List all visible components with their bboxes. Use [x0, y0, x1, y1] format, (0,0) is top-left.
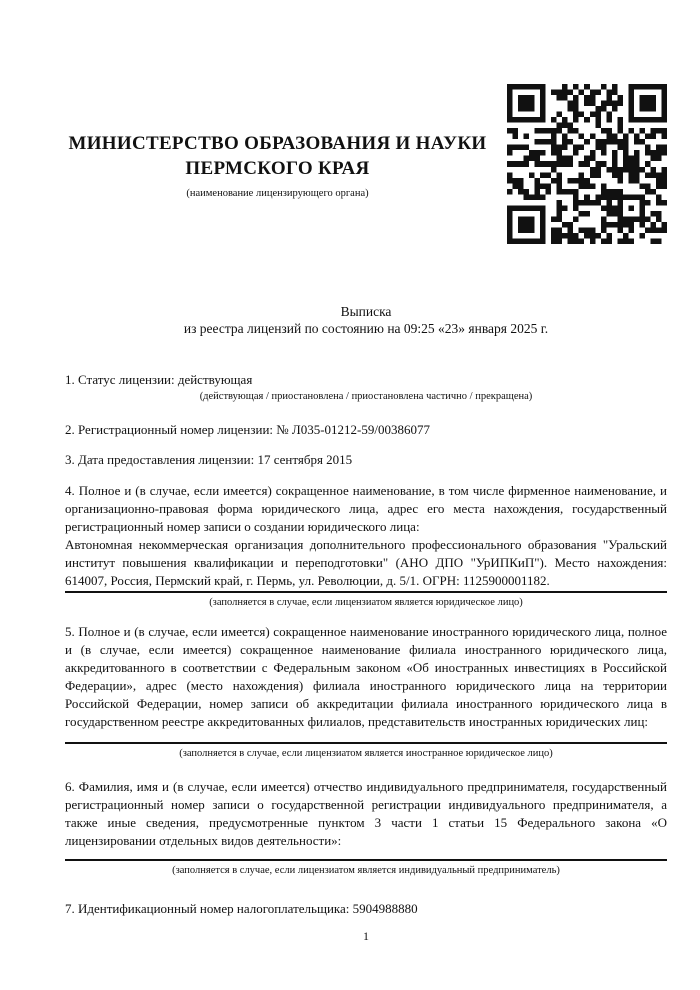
qr-code-image: [507, 84, 667, 244]
foreign-entity-caption: (заполняется в случае, если лицензиатом является иностранное юридическое лицо): [179, 748, 553, 759]
licensing-authority-caption: (наименование лицензирующего органа): [186, 188, 369, 199]
document-body: [65, 303, 667, 918]
ministry-title-line1: МИНИСТЕРСТВО ОБРАЗОВАНИЯ И НАУКИ: [68, 133, 487, 154]
item-license-status: [65, 370, 667, 403]
item-foreign-entity: [65, 623, 667, 760]
document-title: [65, 303, 667, 337]
legal-entity-question: 4. Полное и (в случае, если имеется) сокращенное наименование, в том числе фирменное наименование, и организационно-правовая форма юридического лица, адрес его места нахождения, государственный регистрационный номер записи о создании юридического лица:: [65, 483, 667, 534]
grant-date-line: 3. Дата предоставления лицензии: 17 сентября 2015: [65, 452, 353, 467]
legal-entity-answer: Автономная некоммерческая организация дополнительного профессионального образования "Уральский институт повышения квалификации и переподготовки" (АНО ДПО "УрИПКиП"). Место нахождения: 614007, Россия, Пермский край, г. Пермь, ул. Революции, д. 5/1. ОГРН: 1125900001182.: [65, 536, 667, 593]
licensing-authority-header: [65, 131, 490, 200]
ministry-title-line2: ПЕРМСКОГО КРАЯ: [185, 158, 370, 179]
entrepreneur-empty-field: [65, 850, 667, 861]
qr-code-icon: [507, 84, 667, 244]
foreign-entity-question: 5. Полное и (в случае, если имеется) сокращенное наименование иностранного юридического лица, полное и (в случае, если имеется) сокращенное наименование филиала иностранного юридического лица, аккредитованного в соответствии с Федеральным законом «Об иностранных инвестициях в Российской Федерации», адрес (место нахождения) филиала иностранного юридического лица на территории Российской Федерации, номер записи об аккредитации филиала иностранного юридического лица в государственном реестре аккредитованных филиалов, представительств иностранных юридических лиц:: [65, 624, 667, 729]
document-title-line1: Выписка: [340, 304, 392, 319]
license-status-line: 1. Статус лицензии: действующая: [65, 372, 253, 387]
page-number: 1: [363, 929, 369, 943]
taxpayer-number-line: 7. Идентификационный номер налогоплательщика: 5904988880: [65, 901, 418, 916]
entrepreneur-caption: (заполняется в случае, если лицензиатом является индивидуальный предприниматель): [172, 865, 560, 876]
license-status-caption: (действующая / приостановлена / приостановлена частично / прекращена): [199, 391, 533, 402]
item-entrepreneur: [65, 778, 667, 877]
document-title-line2: из реестра лицензий по состоянию на 09:25 «23» января 2025 г.: [183, 321, 549, 336]
registration-number-line: 2. Регистрационный номер лицензии: № Л035-01212-59/00386077: [65, 422, 431, 437]
entrepreneur-question: 6. Фамилия, имя и (в случае, если имеется) отчество индивидуального предпринимателя, государственный регистрационный номер записи о государственной регистрации индивидуального предпринимателя, а также иные сведения, предусмотренные пунктом 3 части 1 статьи 15 Федерального закона «О лицензировании отдельных видов деятельности»:: [65, 779, 667, 848]
foreign-entity-empty-field: [65, 731, 667, 744]
item-legal-entity: [65, 482, 667, 609]
legal-entity-caption: (заполняется в случае, если лицензиатом является юридическое лицо): [209, 597, 523, 608]
